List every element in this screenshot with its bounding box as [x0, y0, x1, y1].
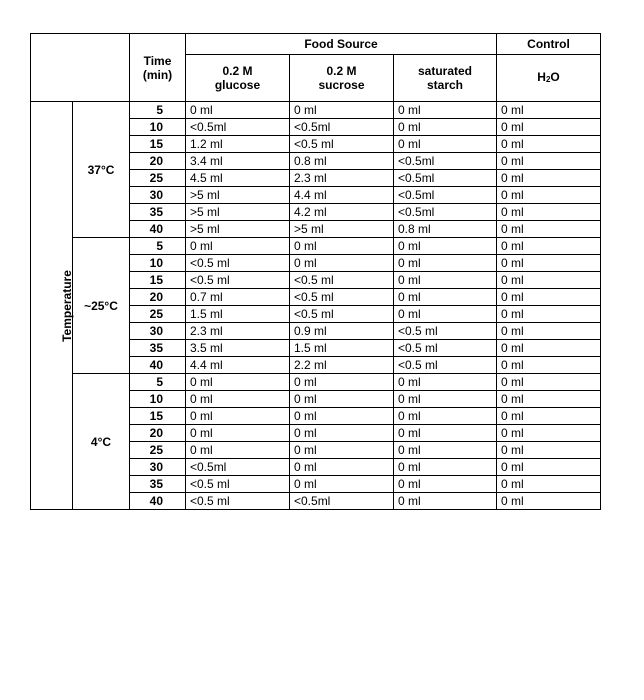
value-cell: 0 ml	[394, 255, 497, 272]
value-cell: 0 ml	[394, 391, 497, 408]
value-cell: 0 ml	[497, 408, 601, 425]
value-cell: <0.5 ml	[290, 306, 394, 323]
time-cell: 35	[130, 340, 186, 357]
time-cell: 15	[130, 272, 186, 289]
value-cell: 0 ml	[497, 425, 601, 442]
time-cell: 40	[130, 357, 186, 374]
value-cell: 0 ml	[394, 442, 497, 459]
time-cell: 5	[130, 238, 186, 255]
value-cell: 2.3 ml	[186, 323, 290, 340]
sucrose-header-line1: 0.2 M	[326, 64, 357, 78]
value-cell: 0 ml	[497, 374, 601, 391]
value-cell: 2.3 ml	[290, 170, 394, 187]
value-cell: 4.4 ml	[290, 187, 394, 204]
value-cell: 4.5 ml	[186, 170, 290, 187]
glucose-header-line2: glucose	[214, 78, 261, 92]
sucrose-header	[290, 55, 394, 102]
value-cell: 0 ml	[186, 374, 290, 391]
time-cell: 35	[130, 204, 186, 221]
value-cell: 0 ml	[497, 391, 601, 408]
value-cell: 0 ml	[290, 102, 394, 119]
time-cell: 30	[130, 187, 186, 204]
value-cell: 0 ml	[394, 425, 497, 442]
control-header: Control	[497, 34, 601, 55]
value-cell: 0 ml	[186, 102, 290, 119]
value-cell: >5 ml	[186, 204, 290, 221]
starch-header-line2: starch	[426, 78, 464, 92]
time-cell: 10	[130, 119, 186, 136]
value-cell: 0 ml	[497, 221, 601, 238]
value-cell: 0 ml	[497, 204, 601, 221]
value-cell: 0 ml	[394, 408, 497, 425]
value-cell: <0.5ml	[290, 119, 394, 136]
table-row	[31, 374, 601, 391]
time-cell: 30	[130, 459, 186, 476]
value-cell: <0.5ml	[394, 187, 497, 204]
value-cell: 0 ml	[394, 119, 497, 136]
value-cell: 0 ml	[186, 238, 290, 255]
value-cell: >5 ml	[186, 187, 290, 204]
value-cell: 0 ml	[394, 289, 497, 306]
value-cell: <0.5 ml	[186, 493, 290, 510]
time-cell: 35	[130, 476, 186, 493]
h2o-o: O	[550, 69, 560, 84]
food-source-header: Food Source	[186, 34, 497, 55]
value-cell: <0.5 ml	[290, 272, 394, 289]
temperature-group-label: 4°C	[73, 374, 130, 510]
time-cell: 25	[130, 170, 186, 187]
results-table	[30, 33, 601, 510]
temperature-label: Temperature	[59, 269, 74, 342]
value-cell: <0.5 ml	[394, 357, 497, 374]
value-cell: 0 ml	[394, 459, 497, 476]
value-cell: 0 ml	[497, 459, 601, 476]
h2o-h: H	[537, 69, 546, 84]
value-cell: 0 ml	[497, 323, 601, 340]
value-cell: 0 ml	[497, 357, 601, 374]
value-cell: 0 ml	[186, 391, 290, 408]
time-cell: 25	[130, 306, 186, 323]
time-cell: 20	[130, 289, 186, 306]
value-cell: 0 ml	[394, 306, 497, 323]
value-cell: 0 ml	[186, 442, 290, 459]
value-cell: 0 ml	[290, 408, 394, 425]
time-cell: 10	[130, 391, 186, 408]
value-cell: 0 ml	[497, 119, 601, 136]
value-cell: <0.5ml	[394, 153, 497, 170]
value-cell: 0 ml	[497, 153, 601, 170]
time-unit: (min)	[142, 67, 173, 82]
starch-header-line1: saturated	[417, 64, 473, 78]
time-cell: 15	[130, 408, 186, 425]
value-cell: 2.2 ml	[290, 357, 394, 374]
table-row	[31, 238, 601, 255]
time-cell: 20	[130, 425, 186, 442]
time-header	[130, 34, 186, 102]
value-cell: 0 ml	[394, 136, 497, 153]
value-cell: <0.5ml	[394, 170, 497, 187]
value-cell: 0 ml	[290, 476, 394, 493]
h2o-header	[497, 55, 601, 102]
value-cell: 0 ml	[497, 340, 601, 357]
value-cell: >5 ml	[186, 221, 290, 238]
value-cell: <0.5 ml	[394, 323, 497, 340]
value-cell: <0.5ml	[186, 459, 290, 476]
value-cell: 0 ml	[394, 476, 497, 493]
time-cell: 5	[130, 374, 186, 391]
value-cell: 1.5 ml	[290, 340, 394, 357]
temperature-label-cell	[31, 102, 73, 510]
value-cell: 4.4 ml	[186, 357, 290, 374]
value-cell: 0 ml	[497, 306, 601, 323]
value-cell: 0 ml	[394, 272, 497, 289]
value-cell: 0 ml	[497, 187, 601, 204]
temperature-group-label: ~25°C	[73, 238, 130, 374]
value-cell: <0.5ml	[394, 204, 497, 221]
value-cell: 0 ml	[290, 442, 394, 459]
value-cell: 1.2 ml	[186, 136, 290, 153]
value-cell: <0.5 ml	[394, 340, 497, 357]
value-cell: 0 ml	[290, 374, 394, 391]
value-cell: 0.8 ml	[290, 153, 394, 170]
value-cell: 0 ml	[394, 493, 497, 510]
time-cell: 40	[130, 221, 186, 238]
sucrose-header-line2: sucrose	[318, 78, 365, 92]
value-cell: <0.5 ml	[186, 476, 290, 493]
starch-header	[394, 55, 497, 102]
value-cell: <0.5ml	[186, 119, 290, 136]
value-cell: 0 ml	[497, 136, 601, 153]
value-cell: <0.5 ml	[290, 289, 394, 306]
value-cell: 0 ml	[497, 442, 601, 459]
glucose-header	[186, 55, 290, 102]
time-cell: 25	[130, 442, 186, 459]
h2o-sub: 2	[545, 74, 551, 84]
value-cell: 0 ml	[290, 238, 394, 255]
value-cell: 0 ml	[497, 493, 601, 510]
value-cell: 0 ml	[290, 425, 394, 442]
time-cell: 5	[130, 102, 186, 119]
value-cell: 0 ml	[497, 170, 601, 187]
header-row-top	[31, 34, 601, 55]
value-cell: >5 ml	[290, 221, 394, 238]
time-cell: 10	[130, 255, 186, 272]
value-cell: 0 ml	[394, 102, 497, 119]
value-cell: <0.5 ml	[186, 255, 290, 272]
value-cell: 0 ml	[290, 459, 394, 476]
value-cell: 1.5 ml	[186, 306, 290, 323]
value-cell: 0 ml	[290, 255, 394, 272]
value-cell: 0 ml	[394, 238, 497, 255]
time-cell: 20	[130, 153, 186, 170]
value-cell: 0 ml	[497, 289, 601, 306]
value-cell: 0 ml	[497, 272, 601, 289]
value-cell: 0 ml	[290, 391, 394, 408]
value-cell: 0 ml	[186, 408, 290, 425]
value-cell: 0.9 ml	[290, 323, 394, 340]
header-corner	[31, 34, 130, 102]
value-cell: 0.8 ml	[394, 221, 497, 238]
value-cell: 3.4 ml	[186, 153, 290, 170]
value-cell: 0.7 ml	[186, 289, 290, 306]
table-row	[31, 102, 601, 119]
time-cell: 30	[130, 323, 186, 340]
value-cell: 0 ml	[497, 102, 601, 119]
value-cell: 4.2 ml	[290, 204, 394, 221]
time-cell: 15	[130, 136, 186, 153]
value-cell: 0 ml	[497, 238, 601, 255]
temperature-group-label: 37°C	[73, 102, 130, 238]
value-cell: 3.5 ml	[186, 340, 290, 357]
value-cell: 0 ml	[497, 476, 601, 493]
glucose-header-line1: 0.2 M	[222, 64, 253, 78]
value-cell: <0.5ml	[290, 493, 394, 510]
value-cell: <0.5 ml	[186, 272, 290, 289]
table-body	[31, 102, 601, 510]
value-cell: <0.5 ml	[290, 136, 394, 153]
value-cell: 0 ml	[186, 425, 290, 442]
time-cell: 40	[130, 493, 186, 510]
time-label: Time	[143, 53, 172, 68]
value-cell: 0 ml	[497, 255, 601, 272]
value-cell: 0 ml	[394, 374, 497, 391]
